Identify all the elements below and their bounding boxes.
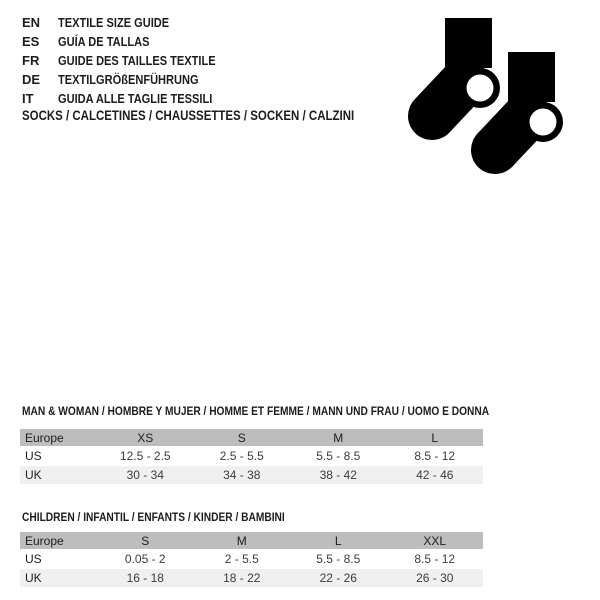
column-header-s: S	[141, 533, 150, 548]
lang-code: ES	[22, 34, 40, 49]
size-cell: 30 - 34	[126, 468, 164, 482]
table-header-row	[20, 429, 483, 446]
size-table-adults	[20, 429, 483, 485]
column-header-l: L	[431, 430, 439, 445]
column-header-l: L	[334, 533, 342, 548]
size-cell: 5.5 - 8.5	[316, 449, 361, 463]
size-cell: 0.05 - 2	[124, 552, 166, 566]
column-header-m: M	[236, 533, 247, 548]
size-cell: 8.5 - 12	[414, 449, 456, 463]
table-row-us	[20, 447, 483, 465]
legend-row-en	[22, 13, 243, 32]
size-cell: 16 - 18	[126, 571, 164, 585]
legend-row-de	[22, 70, 243, 89]
size-cell: 18 - 22	[223, 571, 261, 585]
lang-label: GUIDE DES TAILLES TEXTILE	[58, 53, 216, 68]
size-cell: 12.5 - 2.5	[119, 449, 171, 463]
lang-label: GUIDA ALLE TAGLIE TESSILI	[58, 91, 213, 106]
lang-label: GUÍA DE TALLAS	[58, 34, 150, 49]
table-row-uk	[20, 569, 483, 587]
table-row-uk	[20, 466, 483, 484]
column-header-xs: XS	[137, 430, 154, 445]
size-cell: 5.5 - 8.5	[316, 552, 361, 566]
region-label-cell: US	[25, 552, 42, 566]
column-header-xxl: XXL	[423, 533, 447, 548]
legend-row-it	[22, 89, 243, 108]
region-label-cell: UK	[25, 468, 42, 482]
socks-icon	[400, 10, 570, 190]
column-header-europe: Europe	[25, 430, 64, 445]
children-table-title: CHILDREN / INFANTIL / ENFANTS / KINDER / BAMBINI	[22, 510, 285, 524]
lang-code: FR	[22, 53, 40, 68]
size-table-children	[20, 532, 483, 588]
column-header-m: M	[333, 430, 344, 445]
language-legend	[22, 13, 243, 108]
legend-row-fr	[22, 51, 243, 70]
size-cell: 2.5 - 5.5	[219, 449, 264, 463]
column-header-europe: Europe	[25, 533, 64, 548]
size-cell: 34 - 38	[223, 468, 261, 482]
region-label-cell: US	[25, 449, 42, 463]
size-cell: 26 - 30	[416, 571, 454, 585]
size-cell: 42 - 46	[416, 468, 454, 482]
size-cell: 38 - 42	[319, 468, 357, 482]
table-row-us	[20, 550, 483, 568]
lang-label: TEXTILE SIZE GUIDE	[58, 15, 170, 30]
column-header-s: S	[237, 430, 246, 445]
legend-row-es	[22, 32, 243, 51]
table-header-row	[20, 532, 483, 549]
size-cell: 22 - 26	[319, 571, 357, 585]
size-cell: 8.5 - 12	[414, 552, 456, 566]
lang-code: IT	[22, 91, 34, 106]
lang-code: DE	[22, 72, 41, 87]
lang-code: EN	[22, 15, 41, 30]
region-label-cell: UK	[25, 571, 42, 585]
lang-label: TEXTILGRÖßENFÜHRUNG	[58, 72, 199, 87]
size-cell: 2 - 5.5	[224, 552, 259, 566]
category-title: SOCKS / CALCETINES / CHAUSSETTES / SOCKEN / CALZINI	[22, 108, 355, 123]
adults-table-title: MAN & WOMAN / HOMBRE Y MUJER / HOMME ET FEMME / MANN UND FRAU / UOMO E DONNA	[22, 404, 490, 418]
